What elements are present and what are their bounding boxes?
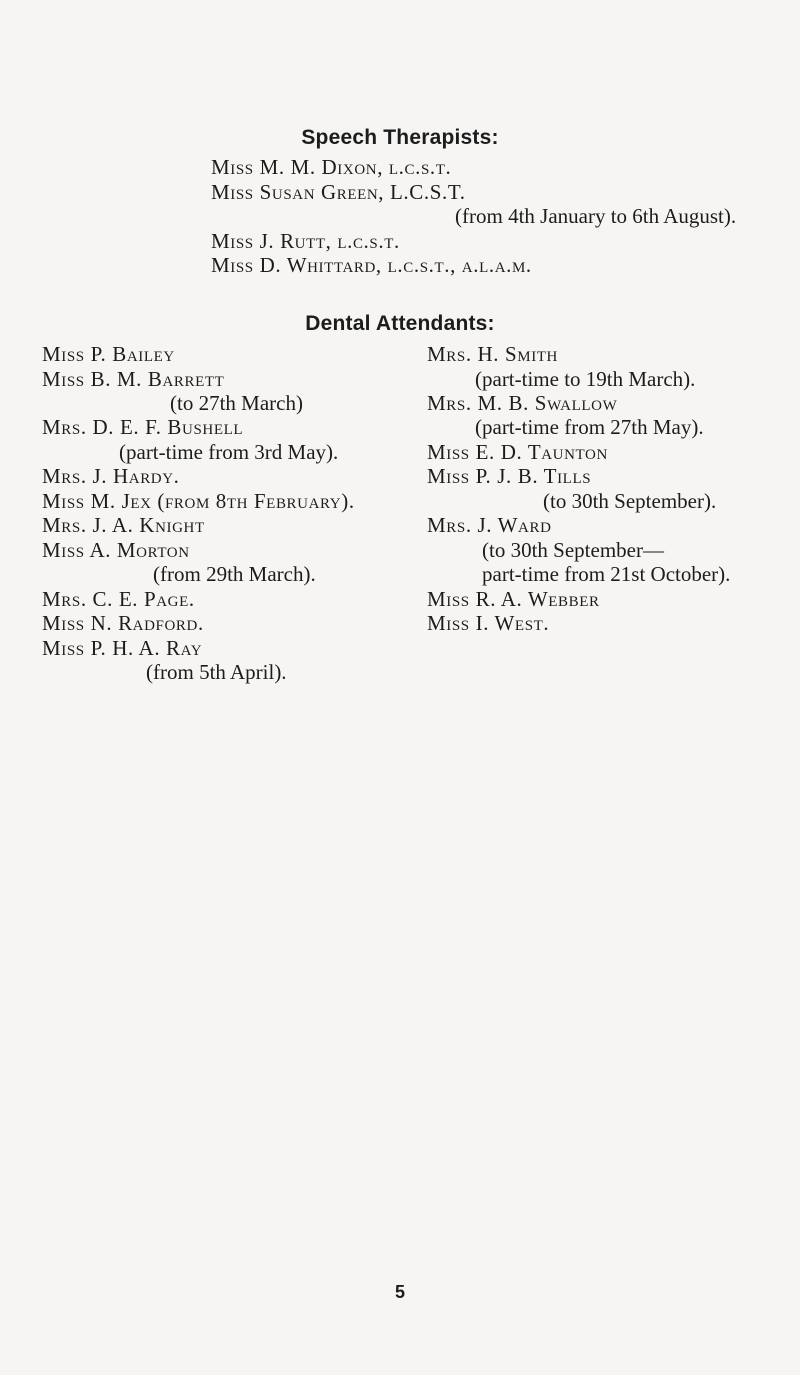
- dental-attendant-entry: Miss P. Bailey: [42, 342, 175, 366]
- dental-attendant-entry: Miss N. Radford.: [42, 611, 204, 635]
- dental-attendant-entry: Mrs. J. Hardy.: [42, 464, 180, 488]
- dental-attendant-entry: Miss M. Jex (from 8th February).: [42, 489, 355, 513]
- speech-therapist-entry: Miss J. Rutt, l.c.s.t.: [211, 229, 400, 253]
- dental-attendant-note: (part-time to 19th March).: [475, 367, 696, 391]
- dental-attendant-entry: Miss R. A. Webber: [427, 587, 600, 611]
- dental-attendant-entry: Mrs. M. B. Swallow: [427, 391, 618, 415]
- dental-attendant-entry: Miss P. J. B. Tills: [427, 464, 592, 488]
- dental-attendant-entry: Miss P. H. A. Ray: [42, 636, 203, 660]
- dental-attendant-note: (from 5th April).: [146, 660, 287, 684]
- dental-attendant-entry: Miss I. West.: [427, 611, 550, 635]
- dental-attendant-note: (to 30th September).: [543, 489, 717, 513]
- dental-attendant-entry: Mrs. H. Smith: [427, 342, 558, 366]
- dental-attendants-heading: Dental Attendants:: [305, 312, 495, 335]
- dental-attendant-entry: Mrs. J. Ward: [427, 513, 552, 537]
- dental-attendant-note: (part-time from 3rd May).: [119, 440, 339, 464]
- speech-therapists-heading: Speech Therapists:: [301, 126, 499, 149]
- dental-attendant-note: part-time from 21st October).: [482, 562, 731, 586]
- dental-attendant-note: (to 30th September—: [482, 538, 664, 562]
- dental-attendant-entry: Mrs. C. E. Page.: [42, 587, 195, 611]
- dental-attendant-note: (part-time from 27th May).: [475, 415, 704, 439]
- dental-attendant-note: (from 29th March).: [153, 562, 316, 586]
- dental-attendant-note: (to 27th March): [170, 391, 303, 415]
- speech-therapist-entry: Miss D. Whittard, l.c.s.t., a.l.a.m.: [211, 253, 532, 277]
- dental-attendant-entry: Miss A. Morton: [42, 538, 190, 562]
- dental-attendant-entry: Miss B. M. Barrett: [42, 367, 225, 391]
- speech-therapist-entry: Miss M. M. Dixon, l.c.s.t.: [211, 155, 452, 179]
- dental-attendant-entry: Miss E. D. Taunton: [427, 440, 608, 464]
- speech-therapist-entry: Miss Susan Green, L.C.S.T.: [211, 180, 466, 204]
- page-number: 5: [394, 1282, 405, 1302]
- dental-attendant-entry: Mrs. D. E. F. Bushell: [42, 415, 244, 439]
- dental-attendant-entry: Mrs. J. A. Knight: [42, 513, 205, 537]
- speech-therapist-note: (from 4th January to 6th August).: [455, 204, 737, 228]
